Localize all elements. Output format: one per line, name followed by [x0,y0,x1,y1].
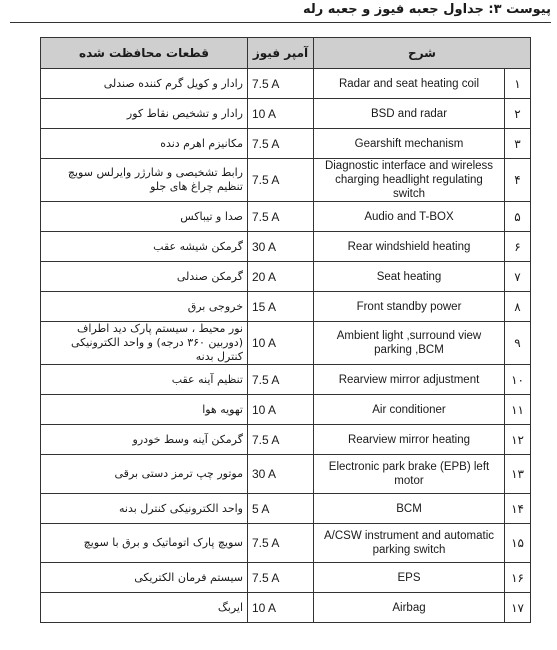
protected-cell: سویچ پارک اتوماتیک و برق با سویچ [41,524,248,563]
protected-cell: خروجی برق [41,292,248,322]
fuse-table [40,37,531,623]
page-title: پیوست ۳: جداول جعبه فیوز و جعبه رله [303,2,551,17]
description-cell: Audio and T-BOX [314,202,505,232]
table-row [41,563,531,593]
protected-cell: گرمکن شیشه عقب [41,232,248,262]
amperage-cell: 30 A [248,455,314,494]
description-cell: BSD and radar [314,99,505,129]
table-header-row [41,38,531,69]
description-cell: Rear windshield heating [314,232,505,262]
table-row [41,455,531,494]
table-row [41,262,531,292]
table-row [41,322,531,365]
description-cell: BCM [314,494,505,524]
header-description: شرح [314,38,531,69]
protected-cell: گرمکن صندلی [41,262,248,292]
description-cell: Air conditioner [314,395,505,425]
protected-cell: گرمکن آینه وسط خودرو [41,425,248,455]
amperage-cell: 7.5 A [248,524,314,563]
amperage-cell: 7.5 A [248,563,314,593]
header-rule [10,22,551,23]
page-header [0,0,557,26]
amperage-cell: 7.5 A [248,159,314,202]
protected-cell: ایربگ [41,593,248,623]
row-number-cell: ۵ [505,202,531,232]
description-cell: Front standby power [314,292,505,322]
row-number-cell: ۸ [505,292,531,322]
amperage-cell: 15 A [248,292,314,322]
amperage-cell: 7.5 A [248,365,314,395]
table-row [41,202,531,232]
amperage-cell: 30 A [248,232,314,262]
table-row [41,524,531,563]
row-number-cell: ۳ [505,129,531,159]
protected-cell: تهویه هوا [41,395,248,425]
table-row [41,292,531,322]
amperage-cell: 7.5 A [248,129,314,159]
row-number-cell: ۱۱ [505,395,531,425]
description-cell: Seat heating [314,262,505,292]
description-cell: Rearview mirror heating [314,425,505,455]
description-cell: Rearview mirror adjustment [314,365,505,395]
description-cell: Electronic park brake (EPB) left motor [314,455,505,494]
row-number-cell: ۴ [505,159,531,202]
protected-cell: صدا و تیباکس [41,202,248,232]
header-fuse-amperage: آمپر فیوز [248,38,314,69]
protected-cell: رادار و کویل گرم کننده صندلی [41,69,248,99]
table-row [41,129,531,159]
row-number-cell: ۱۲ [505,425,531,455]
description-cell: Ambient light ,surround view parking ,BCM [314,322,505,365]
table-row [41,159,531,202]
protected-cell: مکانیزم اهرم دنده [41,129,248,159]
row-number-cell: ۲ [505,99,531,129]
protected-cell: رادار و تشخیص نقاط کور [41,99,248,129]
header-protected-parts: قطعات محافظت شده [41,38,248,69]
row-number-cell: ۱۳ [505,455,531,494]
table-row [41,395,531,425]
amperage-cell: 20 A [248,262,314,292]
table-row [41,425,531,455]
table-row [41,69,531,99]
amperage-cell: 10 A [248,593,314,623]
protected-cell: سیستم فرمان الکتریکی [41,563,248,593]
row-number-cell: ۱۵ [505,524,531,563]
row-number-cell: ۱۰ [505,365,531,395]
description-cell: Radar and seat heating coil [314,69,505,99]
description-cell: Gearshift mechanism [314,129,505,159]
amperage-cell: 10 A [248,395,314,425]
row-number-cell: ۱۶ [505,563,531,593]
amperage-cell: 10 A [248,99,314,129]
description-cell: Diagnostic interface and wireless charging headlight regulating switch [314,159,505,202]
row-number-cell: ۷ [505,262,531,292]
row-number-cell: ۹ [505,322,531,365]
protected-cell: موتور چپ ترمز دستی برقی [41,455,248,494]
row-number-cell: ۱۷ [505,593,531,623]
table-row [41,494,531,524]
protected-cell: تنظیم آینه عقب [41,365,248,395]
row-number-cell: ۱ [505,69,531,99]
amperage-cell: 5 A [248,494,314,524]
row-number-cell: ۶ [505,232,531,262]
table-row [41,232,531,262]
protected-cell: رابط تشخیصی و شارژر وایرلس سویچ تنظیم چراغ های جلو [41,159,248,202]
amperage-cell: 7.5 A [248,425,314,455]
amperage-cell: 7.5 A [248,202,314,232]
amperage-cell: 7.5 A [248,69,314,99]
description-cell: Airbag [314,593,505,623]
table-row [41,593,531,623]
table-row [41,365,531,395]
table-row [41,99,531,129]
description-cell: A/CSW instrument and automatic parking switch [314,524,505,563]
protected-cell: نور محیط ، سیستم پارک دید اطراف (دوربین ۳۶۰ درجه) و واحد الکترونیکی کنترل بدنه [41,322,248,365]
description-cell: EPS [314,563,505,593]
row-number-cell: ۱۴ [505,494,531,524]
amperage-cell: 10 A [248,322,314,365]
protected-cell: واحد الکترونیکی کنترل بدنه [41,494,248,524]
